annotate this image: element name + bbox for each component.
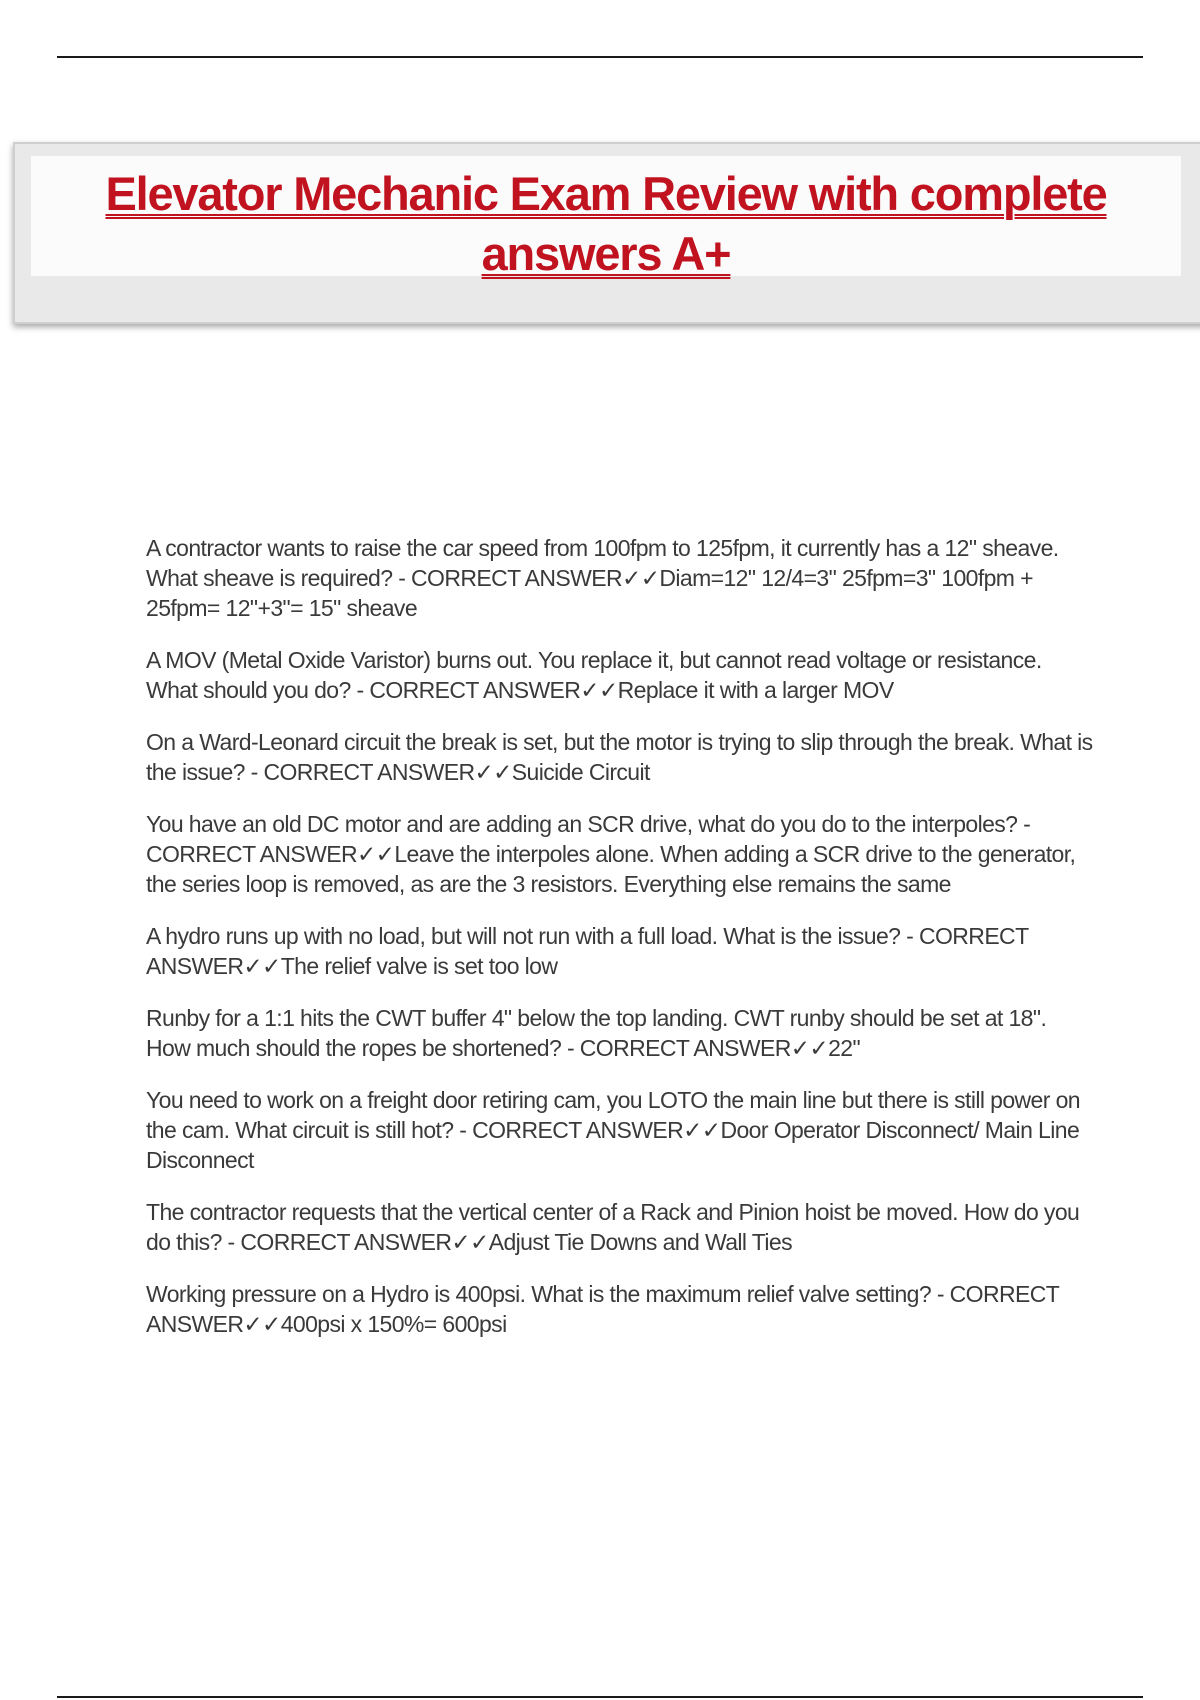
- question-item: Working pressure on a Hydro is 400psi. What is the maximum relief valve setting? - CORRECT ANSWER✓✓400psi x 150%= 600psi: [146, 1281, 1059, 1337]
- question-list: [146, 533, 1096, 1361]
- question-item: You need to work on a freight door retiring cam, you LOTO the main line but there is still power on the cam. What circuit is still hot? - CORRECT ANSWER✓✓Door Operator Disconnect/ Main Line Disconnect: [146, 1087, 1080, 1173]
- question-item: On a Ward-Leonard circuit the break is set, but the motor is trying to slip through the break. What is the issue? - CORRECT ANSWER✓✓Suicide Circuit: [146, 729, 1093, 785]
- question-item: A MOV (Metal Oxide Varistor) burns out. You replace it, but cannot read voltage or resistance. What should you do? - CORRECT ANSWER✓✓Replace it with a larger MOV: [146, 647, 1042, 703]
- document-title: Elevator Mechanic Exam Review with complete answers A+: [105, 167, 1107, 280]
- footer-rule: [57, 1696, 1143, 1698]
- question-item: A hydro runs up with no load, but will not run with a full load. What is the issue? - CORRECT ANSWER✓✓The relief valve is set too low: [146, 923, 1029, 979]
- question-item: You have an old DC motor and are adding an SCR drive, what do you do to the interpoles? - CORRECT ANSWER✓✓Leave the interpoles alone. When adding a SCR drive to the generator, the series loop is removed, as are the 3 resistors. Everything else remains the same: [146, 811, 1076, 897]
- title-banner: [13, 142, 1200, 324]
- title-banner-inner: [31, 156, 1181, 280]
- header-rule: [57, 56, 1143, 58]
- question-item: Runby for a 1:1 hits the CWT buffer 4" below the top landing. CWT runby should be set at 18". How much should the ropes be shortened? - CORRECT ANSWER✓✓22": [146, 1005, 1047, 1061]
- question-item: The contractor requests that the vertical center of a Rack and Pinion hoist be moved. How do you do this? - CORRECT ANSWER✓✓Adjust Tie Downs and Wall Ties: [146, 1199, 1080, 1255]
- question-item: A contractor wants to raise the car speed from 100fpm to 125fpm, it currently has a 12" sheave. What sheave is required? - CORRECT ANSWER✓✓Diam=12" 12/4=3" 25fpm=3" 100fpm + 25fpm= 12"+3"= 15" sheave: [146, 535, 1059, 621]
